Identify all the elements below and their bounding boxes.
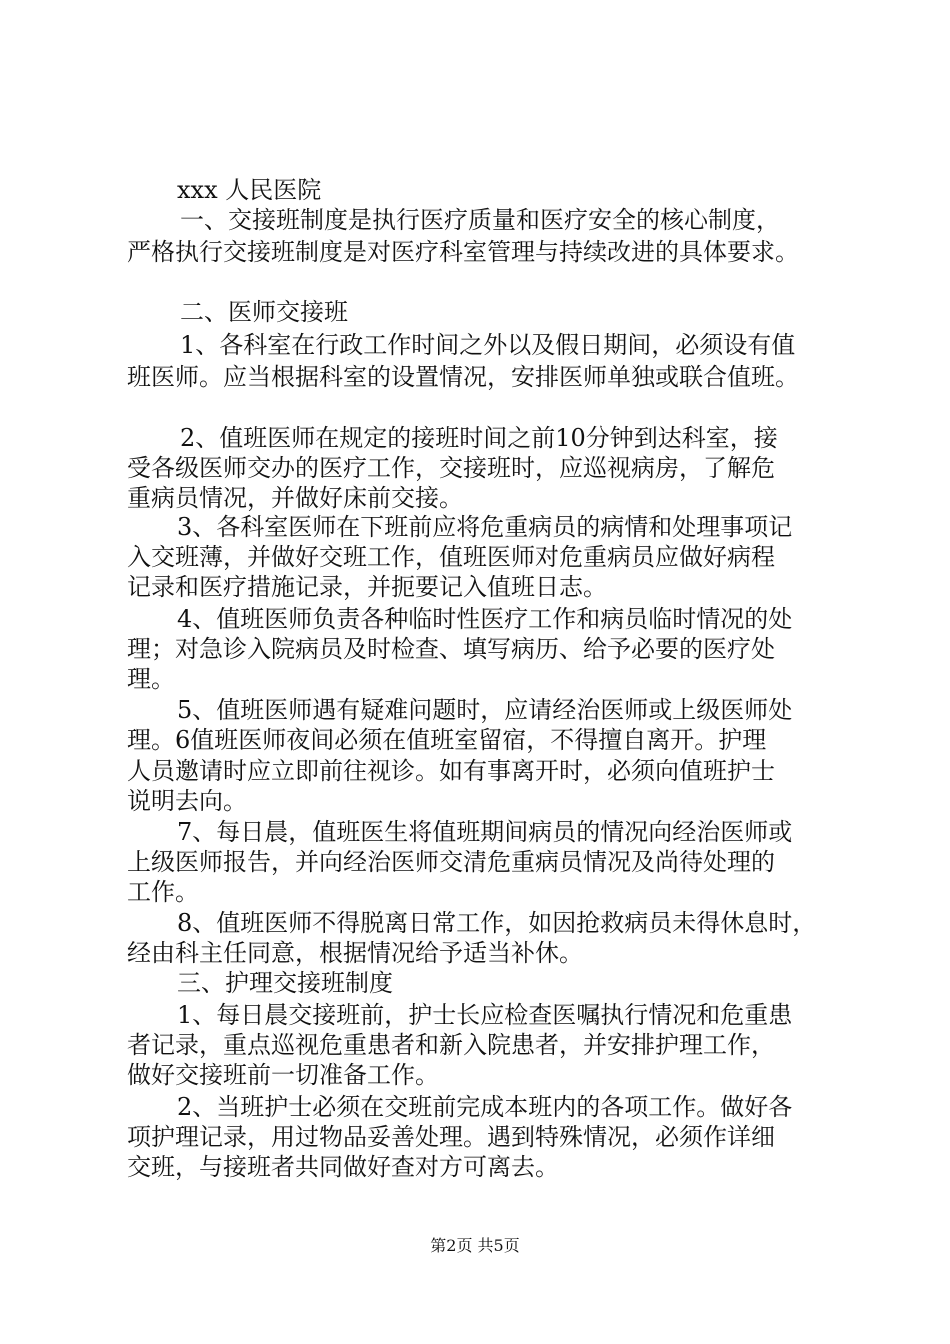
paragraph-line: 项护理记录，用过物品妥善处理。遇到特殊情况，必须作详细 [127, 1123, 775, 1151]
paragraph-line: 4、值班医师负责各种临时性医疗工作和病员临时情况的处 [177, 605, 793, 633]
paragraph-line: 入交班薄，并做好交班工作，值班医师对危重病员应做好病程 [127, 543, 775, 571]
paragraph-line: 理。6值班医师夜间必须在值班室留宿，不得擅自离开。护理 [127, 726, 767, 754]
paragraph-line: 5、值班医师遇有疑难问题时，应请经治医师或上级医师处 [177, 696, 793, 724]
paragraph-line: 一、交接班制度是执行医疗质量和医疗安全的核心制度， [180, 206, 780, 234]
paragraph-line: 说明去向。 [127, 787, 247, 815]
paragraph-line: 经由科主任同意，根据情况给予适当补休。 [127, 939, 583, 967]
hospital-name: xxx 人民医院 [177, 176, 322, 204]
paragraph-line: 人员邀请时应立即前往视诊。如有事离开时，必须向值班护士 [127, 757, 775, 785]
page-number: 第2页 共5页 [430, 1236, 520, 1255]
paragraph-line: 记录和医疗措施记录，并扼要记入值班日志。 [127, 573, 607, 601]
paragraph-line: 重病员情况，并做好床前交接。 [127, 484, 463, 512]
paragraph-line: 3、各科室医师在下班前应将危重病员的病情和处理事项记 [177, 513, 793, 541]
paragraph-line: 7、每日晨，值班医生将值班期间病员的情况向经治医师或 [177, 818, 793, 846]
paragraph-line: 8、值班医师不得脱离日常工作，如因抢救病员未得休息时， [177, 909, 817, 937]
paragraph-line: 班医师。应当根据科室的设置情况，安排医师单独或联合值班。 [127, 363, 799, 391]
paragraph-line: 交班，与接班者共同做好查对方可离去。 [127, 1153, 559, 1181]
section-heading: 二、医师交接班 [180, 298, 348, 326]
paragraph-line: 2、值班医师在规定的接班时间之前10分钟到达科室，接 [180, 424, 778, 452]
section-heading: 三、护理交接班制度 [177, 969, 393, 997]
paragraph-line: 2、当班护士必须在交班前完成本班内的各项工作。做好各 [177, 1093, 793, 1121]
paragraph-line: 受各级医师交办的医疗工作，交接班时，应巡视病房，了解危 [127, 454, 775, 482]
paragraph-line: 上级医师报告，并向经治医师交清危重病员情况及尚待处理的 [127, 848, 775, 876]
paragraph-line: 理。 [127, 665, 175, 693]
paragraph-line: 理；对急诊入院病员及时检查、填写病历、给予必要的医疗处 [127, 635, 775, 663]
paragraph-line: 1、每日晨交接班前，护士长应检查医嘱执行情况和危重患 [177, 1001, 793, 1029]
paragraph-line: 做好交接班前一切准备工作。 [127, 1061, 439, 1089]
paragraph-line: 工作。 [127, 878, 199, 906]
paragraph-line: 1、各科室在行政工作时间之外以及假日期间，必须设有值 [180, 331, 796, 359]
paragraph-line: 者记录，重点巡视危重患者和新入院患者，并安排护理工作， [127, 1031, 775, 1059]
paragraph-line: 严格执行交接班制度是对医疗科室管理与持续改进的具体要求。 [127, 238, 799, 266]
